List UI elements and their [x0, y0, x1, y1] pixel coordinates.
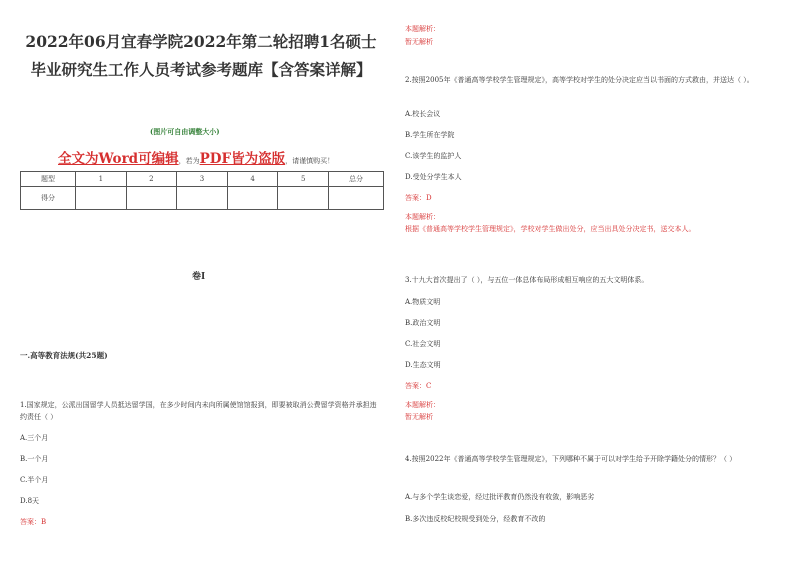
score-cell: 1: [76, 172, 127, 187]
question-3-analysis-text: 暂无解析: [405, 413, 433, 421]
question-4-text: 4.按照2022年《普通高等学校学生管理规定》，下列哪种不属于可以对学生给予开除学籍处分的情形？（ ）: [405, 455, 737, 463]
promo-caution: ，请谨慎购买！: [285, 157, 335, 165]
question-3-option-b: B.政治文明: [405, 319, 441, 327]
score-cell: 4: [227, 172, 278, 187]
question-4-option-a: A.与多个学生谈恋爱，经过批评教育仍然没有收敛，影响恶劣: [405, 493, 595, 501]
score-cell: 得分: [21, 187, 76, 210]
score-table: [20, 171, 384, 210]
document-title: 2022年06月宜春学院2022年第二轮招聘1名硕士毕业研究生工作人员考试参考题库【含答案详解】: [25, 32, 377, 79]
question-3-text: 3.十九大首次提出了（ ），与五位一体总体布局形成相互响应的五大文明体系。: [405, 276, 649, 284]
question-1-option-a: A.三个月: [20, 434, 49, 442]
score-table-score-row: [21, 187, 384, 210]
score-cell: 2: [126, 172, 177, 187]
question-2-answer: 答案：D: [405, 194, 432, 202]
volume-label: 卷I: [192, 272, 206, 282]
promo-word-editable: 全文为Word可编辑: [58, 151, 179, 167]
score-cell: [76, 187, 127, 210]
question-2-analysis-text: 根据《普通高等学校学生管理规定》，学校对学生做出处分，应当出具处分决定书，送交本人。: [405, 225, 696, 233]
question-2-option-b: B.学生所在学院: [405, 131, 455, 139]
score-cell: [278, 187, 329, 210]
question-3-option-a: A.物质文明: [405, 298, 441, 306]
promo-pdf-warning: PDF皆为盗版: [199, 151, 286, 167]
promo-connector: ，若为: [178, 157, 200, 165]
score-cell: [227, 187, 278, 210]
question-1-text: 1.国家规定，公派出国留学人员抵达留学国，在多少时间内未向所属使馆馆报到，即要被取消公费留学资格并承担违约责任（ ）: [20, 401, 377, 421]
question-2-option-d: D.受处分学生本人: [405, 173, 462, 181]
question-1-option-c: C.半个月: [20, 476, 49, 484]
question-1-answer: 答案：B: [20, 518, 47, 526]
prev-analysis-text: 暂无解析: [405, 38, 433, 46]
score-cell: 5: [278, 172, 329, 187]
question-1-option-b: B.一个月: [20, 455, 49, 463]
score-cell: [329, 187, 384, 210]
question-4-option-b: B.多次违反校纪校规受到处分，经教育不改的: [405, 515, 546, 523]
score-cell: [177, 187, 228, 210]
score-cell: 总分: [329, 172, 384, 187]
question-3-answer: 答案：C: [405, 382, 432, 390]
promo-line: [58, 147, 334, 167]
score-table-header-row: [21, 172, 384, 187]
question-1-option-d: D.8天: [20, 497, 40, 505]
question-2-option-a: A.校长会议: [405, 110, 441, 118]
question-2-analysis-label: 本题解析：: [405, 213, 440, 221]
resize-note: (图片可自由调整大小): [150, 127, 220, 136]
question-2-option-c: C.该学生的监护人: [405, 152, 462, 160]
question-3-option-c: C.社会文明: [405, 340, 441, 348]
score-cell: [126, 187, 177, 210]
section-heading: 一.高等教育法规(共25题): [20, 351, 108, 360]
score-cell: 3: [177, 172, 228, 187]
score-cell: 题型: [21, 172, 76, 187]
question-3-analysis-label: 本题解析：: [405, 401, 440, 409]
prev-analysis-label: 本题解析：: [405, 25, 440, 33]
question-2-text: 2.按照2005年《普通高等学校学生管理规定》，高等学校对学生的处分决定应当以书面的方式救由，并送达（ ）。: [405, 76, 754, 84]
question-3-option-d: D.生态文明: [405, 361, 441, 369]
